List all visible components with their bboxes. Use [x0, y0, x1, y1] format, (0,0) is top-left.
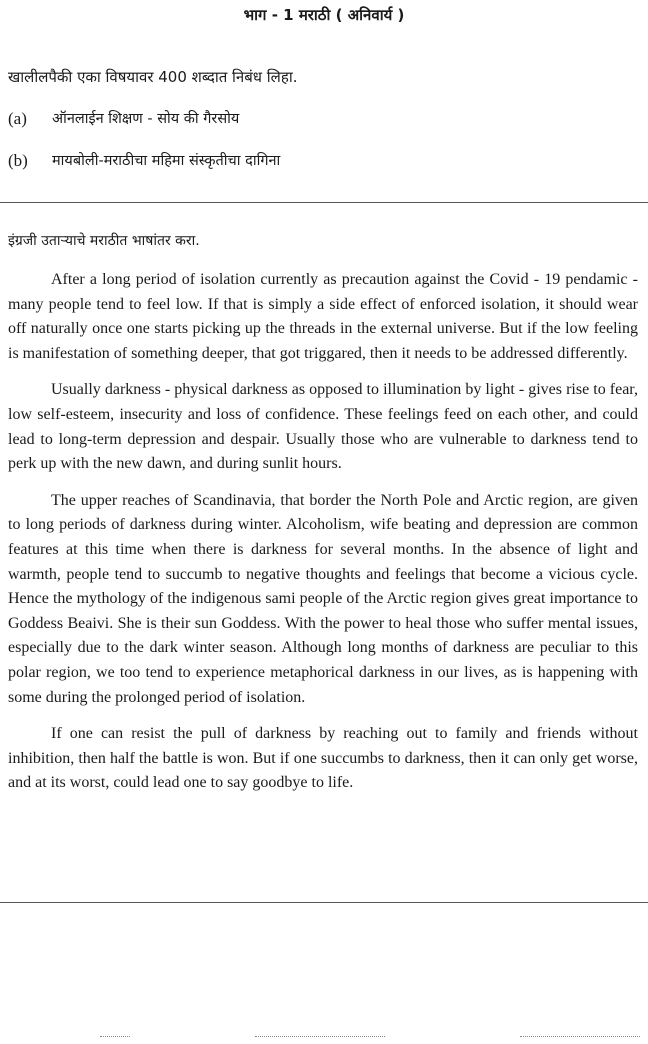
option-letter: (a) — [8, 109, 27, 128]
section-divider — [0, 202, 648, 203]
scan-mark — [100, 1036, 130, 1037]
passage-paragraph-2: Usually darkness - physical darkness as opposed to illumination by light - gives rise to fear, low self-esteem, insecurity and loss of confidence. These feelings feed on each other, and could lead to long-term depression and despair. Usually those who are vulnerable to darkness tend to perk up with the new dawn, and during sunlit hours. — [8, 381, 638, 473]
translation-passage — [8, 268, 638, 808]
scan-mark — [255, 1036, 385, 1037]
passage-paragraph-3: The upper reaches of Scandinavia, that border the North Pole and Arctic region, are given to long periods of darkness during winter. Alcoholism, wife beating and depression are common features at this time when there is darkness for several months. In the absence of light and warmth, people tend to succumb to negative thoughts and feelings that become a vicious cycle. Hence the mythology of the indigenous sami people of the Arctic region gives great importance to Goddess Beaivi. She is their sun Goddess. With the power to heal those who suffer mental issues, especially due to the dark winter season. Although long months of darkness are peculiar to this polar region, we too tend to experience metaphorical darkness in our lives, as is happening with some during the prolonged period of isolation. — [8, 491, 638, 706]
section-divider — [0, 902, 648, 903]
option-text: मायबोली-मराठीचा महिमा संस्कृतीचा दागिना — [52, 153, 281, 169]
scan-artifacts — [0, 1034, 648, 1042]
option-text: ऑनलाईन शिक्षण - सोय की गैरसोय — [52, 111, 240, 127]
translation-instruction: इंग्रजी उताऱ्याचे मराठीत भाषांतर करा. — [8, 233, 200, 249]
option-letter: (b) — [8, 151, 28, 170]
essay-option-a — [8, 108, 239, 130]
essay-option-b — [8, 150, 280, 172]
scan-mark — [520, 1036, 640, 1037]
essay-instruction: खालीलपैकी एका विषयावर 400 शब्दात निबंध लिहा. — [8, 68, 298, 86]
passage-paragraph-4: If one can resist the pull of darkness by reaching out to family and friends without inhibition, then half the battle is won. But if one succumbs to darkness, then it can only get worse, and at its worst, could lead one to say goodbye to life. — [8, 725, 638, 792]
passage-paragraph-1: After a long period of isolation currently as precaution against the Covid - 19 pendamic - many people tend to feel low. If that is simply a side effect of enforced isolation, it should wear off naturally once one starts picking up the threads in the external universe. But if the low feeling is manifestation of something deeper, that got triggared, then it needs to be addressed differently. — [8, 271, 638, 362]
page-title: भाग - 1 मराठी ( अनिवार्य ) — [243, 6, 405, 24]
